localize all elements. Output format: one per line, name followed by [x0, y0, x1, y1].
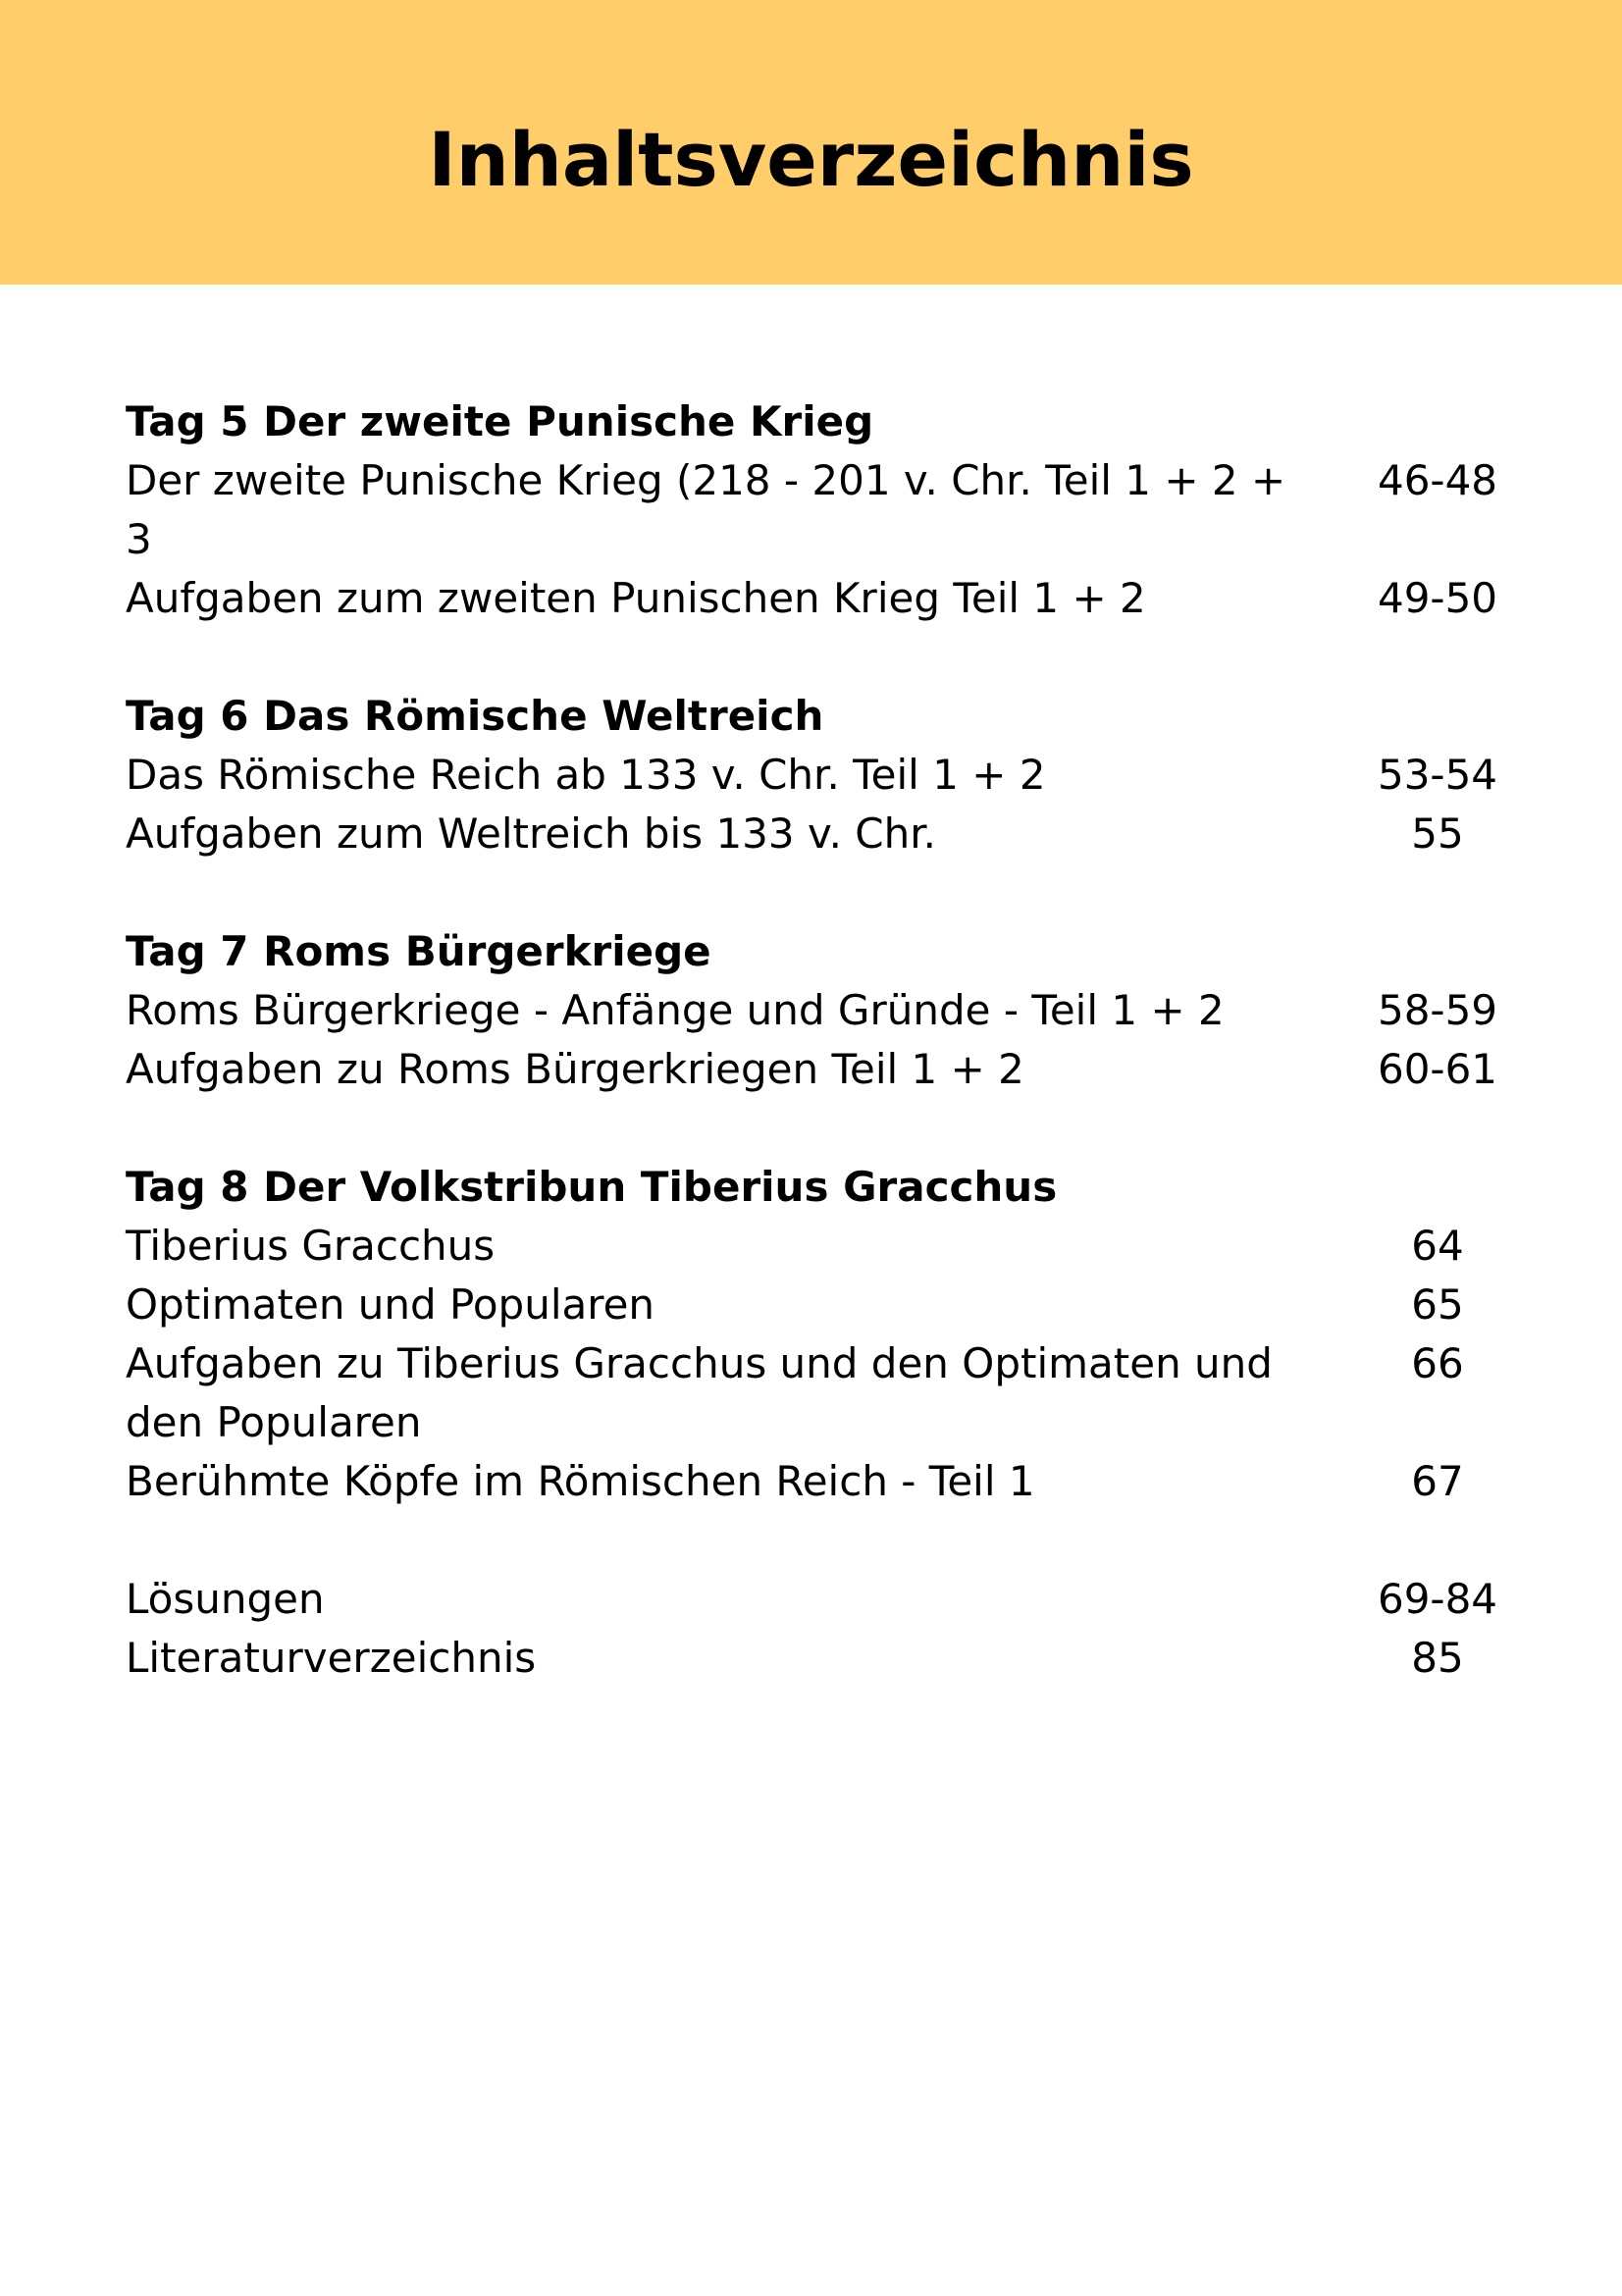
toc-entry[interactable] — [126, 1040, 1544, 1099]
toc-entry-page: 53-54 — [1377, 751, 1498, 799]
toc-section-day-7 — [126, 922, 1544, 1099]
toc-entry-title: Das Römische Reich ab 133 v. Chr. Teil 1 + 2 — [126, 751, 1046, 799]
section-heading: Tag 7 Roms Bürgerkriege — [126, 927, 711, 975]
toc-entry[interactable] — [126, 805, 1544, 863]
toc-entry-title: Roms Bürgerkriege - Anfänge und Gründe - Teil 1 + 2 — [126, 986, 1225, 1034]
page-title: Inhaltsverzeichnis — [428, 116, 1194, 203]
toc-entry-page: 58-59 — [1377, 986, 1498, 1034]
toc-entry-page: 46-48 — [1377, 456, 1498, 504]
toc-entry-title: Aufgaben zu Tiberius Gracchus und den Optimaten und den Popularen — [126, 1339, 1273, 1446]
toc-entry[interactable] — [126, 569, 1544, 628]
toc-entry-page: 67 — [1411, 1457, 1464, 1505]
toc-entry[interactable] — [126, 1276, 1544, 1334]
toc-entry-title: Lösungen — [126, 1575, 325, 1623]
toc-entry-title: Aufgaben zum Weltreich bis 133 v. Chr. — [126, 809, 936, 858]
toc-entry-page: 66 — [1411, 1339, 1464, 1387]
toc-entry-page: 69-84 — [1377, 1575, 1498, 1623]
toc-entry[interactable] — [126, 1217, 1544, 1276]
toc-entry-page: 64 — [1411, 1222, 1464, 1270]
toc-section-day-5 — [126, 392, 1544, 628]
toc-section-appendix — [126, 1570, 1544, 1688]
toc-entry-page: 49-50 — [1377, 574, 1498, 622]
toc-entry[interactable] — [126, 451, 1544, 569]
header-band — [0, 0, 1622, 285]
toc-entry-title: Aufgaben zum zweiten Punischen Krieg Teil 1 + 2 — [126, 574, 1146, 622]
toc-entry[interactable] — [126, 1570, 1544, 1629]
toc-entry-title: Der zweite Punische Krieg (218 - 201 v. Chr. Teil 1 + 2 + 3 — [126, 456, 1286, 563]
toc-entry-page: 55 — [1411, 809, 1464, 858]
toc-entry-title: Literaturverzeichnis — [126, 1634, 537, 1682]
toc-entry-page: 85 — [1411, 1634, 1464, 1682]
toc-section-day-8 — [126, 1158, 1544, 1511]
table-of-contents — [126, 392, 1544, 1747]
section-heading: Tag 5 Der zweite Punische Krieg — [126, 397, 874, 445]
section-heading: Tag 8 Der Volkstribun Tiberius Gracchus — [126, 1163, 1058, 1211]
toc-entry[interactable] — [126, 1334, 1544, 1452]
toc-entry-title: Aufgaben zu Roms Bürgerkriegen Teil 1 + 2 — [126, 1045, 1024, 1093]
toc-entry[interactable] — [126, 981, 1544, 1040]
toc-entry-title: Tiberius Gracchus — [126, 1222, 496, 1270]
section-heading: Tag 6 Das Römische Weltreich — [126, 692, 824, 740]
toc-entry-page: 65 — [1411, 1280, 1464, 1329]
toc-entry-page: 60-61 — [1377, 1045, 1498, 1093]
toc-entry[interactable] — [126, 1629, 1544, 1688]
toc-entry-title: Berühmte Köpfe im Römischen Reich - Teil 1 — [126, 1457, 1035, 1505]
toc-section-day-6 — [126, 687, 1544, 863]
toc-entry[interactable] — [126, 746, 1544, 805]
toc-entry[interactable] — [126, 1452, 1544, 1511]
toc-entry-title: Optimaten und Popularen — [126, 1280, 655, 1329]
